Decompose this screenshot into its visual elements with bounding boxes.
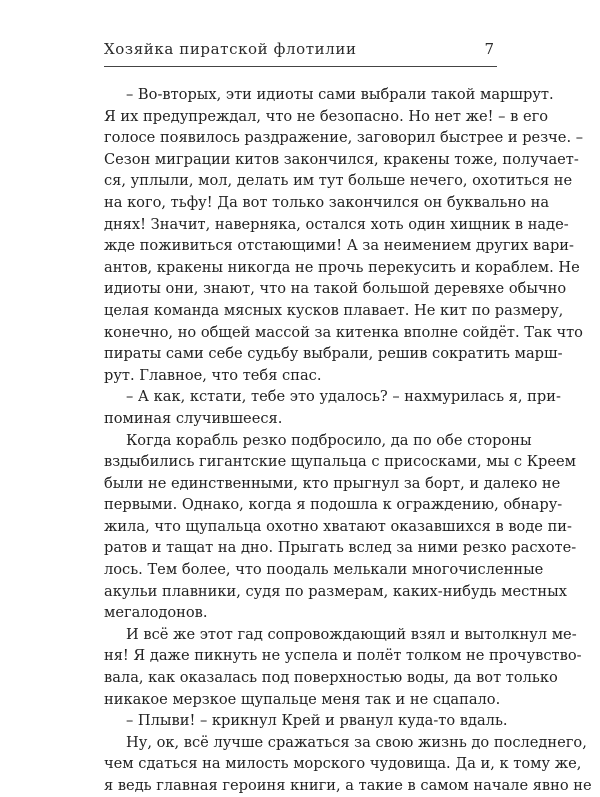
text-line: ратов и тащат на дно. Прыгать вслед за ними резко расхоте-	[104, 539, 577, 557]
text-line: Когда корабль резко подбросило, да по обе стороны	[126, 431, 532, 449]
paragraph	[104, 710, 508, 732]
text-line: антов, кракены никогда не прочь перекусить и кораблем. Не	[104, 258, 580, 276]
page-number: 7	[484, 40, 494, 58]
paragraph	[104, 732, 592, 797]
text-line: – Плыви! – крикнул Крей и рванул куда-то вдаль.	[126, 712, 508, 730]
text-line: Сезон миграции китов закончился, кракены тоже, получает-	[104, 150, 579, 168]
text-line: И всё же этот гад сопровождающий взял и вытолкнул ме-	[126, 625, 577, 643]
paragraph	[104, 624, 582, 710]
paragraph	[104, 386, 561, 429]
body-text	[104, 84, 592, 797]
text-line: на кого, тьфу! Да вот только закончился он буквально на	[104, 193, 550, 211]
text-line: пираты сами себе судьбу выбрали, решив сократить марш-	[104, 345, 563, 363]
text-line: были не единственными, кто прыгнул за борт, и далеко не	[104, 474, 561, 492]
text-line: ся, уплыли, мол, делать им тут больше нечего, охотиться не	[104, 172, 573, 190]
text-line: целая команда мясных кусков плавает. Не кит по размеру,	[104, 301, 564, 319]
text-line: первыми. Однако, когда я подошла к ограждению, обнару-	[104, 496, 563, 514]
text-line: вала, как оказалась под поверхностью воды, да вот только	[104, 669, 558, 687]
text-line: жде поживиться отстающими! А за неимением других вари-	[104, 237, 574, 255]
text-line: поминая случившееся.	[104, 409, 283, 427]
text-line: никакое мерзкое щупальце меня так и не сцапало.	[104, 690, 501, 708]
paragraph	[104, 84, 584, 386]
text-line: вздыбились гигантские щупальца с присосками, мы с Креем	[104, 453, 576, 471]
text-line: рут. Главное, что тебя спас.	[104, 366, 322, 384]
text-line: конечно, но общей массой за китенка вполне сойдёт. Так что	[104, 323, 583, 341]
text-line: Ну, ок, всё лучше сражаться за свою жизнь до последнего,	[126, 733, 587, 751]
header-rule	[104, 66, 497, 67]
text-line: идиоты они, знают, что на такой большой деревяхе обычно	[104, 280, 567, 298]
running-title: Хозяйка пиратской флотилии	[104, 40, 357, 58]
paragraph	[104, 430, 577, 624]
text-line: жила, что щупальца охотно хватают оказавшихся в воде пи-	[104, 517, 572, 535]
text-line: акульи плавники, судя по размерам, каких-нибудь местных	[104, 582, 567, 600]
text-line: мегалодонов.	[104, 604, 208, 622]
text-line: – А как, кстати, тебе это удалось? – нахмурилась я, при-	[126, 388, 561, 406]
text-line: – Во-вторых, эти идиоты сами выбрали такой маршрут.	[126, 86, 554, 103]
text-line: чем сдаться на милость морского чудовища. Да и, к тому же,	[104, 755, 582, 773]
text-line: голосе появилось раздражение, заговорил быстрее и резче. –	[104, 129, 584, 147]
text-line: Я их предупреждал, что не безопасно. Но нет же! – в его	[104, 107, 549, 125]
text-line: ня! Я даже пикнуть не успела и полёт толком не прочувство-	[104, 647, 582, 665]
text-line: я ведь главная героиня книги, а такие в самом начале явно не	[104, 777, 592, 794]
text-line: днях! Значит, наверняка, остался хоть один хищник в наде-	[104, 215, 569, 233]
text-line: лось. Тем более, что поодаль мелькали многочисленные	[104, 561, 544, 579]
